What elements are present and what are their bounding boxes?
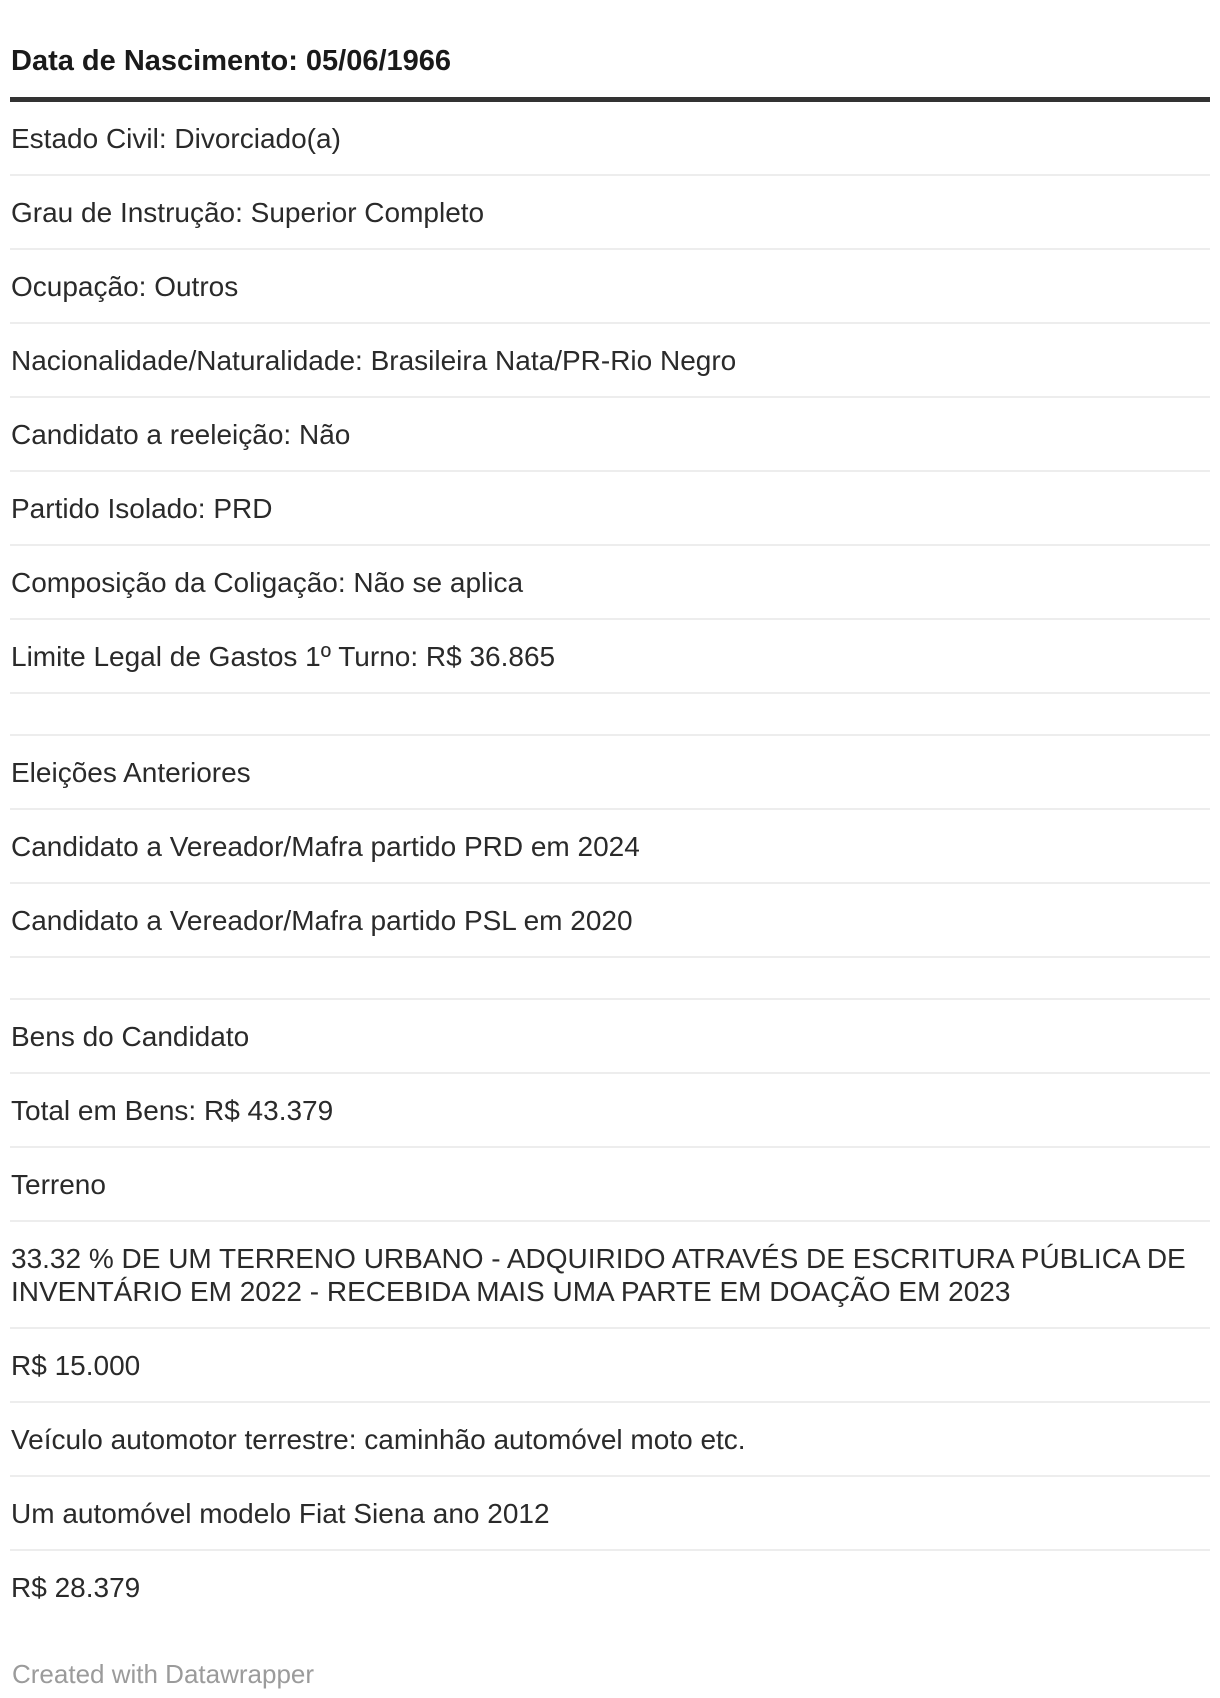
table-row [10, 250, 1210, 324]
table-cell-text: 33.32 % DE UM TERRENO URBANO - ADQUIRIDO ATRAVÉS DE ESCRITURA PÚBLICA DE INVENTÁRIO EM 2022 - RECEBIDA MAIS UMA PARTE EM DOAÇÃO EM 2023 [11, 1243, 1186, 1307]
table-row [10, 1329, 1210, 1403]
table-cell-text: Ocupação: Outros [11, 271, 239, 302]
table-row [10, 1000, 1210, 1074]
table-cell-text: Estado Civil: Divorciado(a) [11, 123, 341, 154]
table-spacer-row [10, 694, 1210, 736]
table-row [10, 176, 1210, 250]
table-row [10, 1477, 1210, 1551]
table-cell-text: Candidato a Vereador/Mafra partido PRD em 2024 [11, 831, 640, 862]
table-row [10, 1551, 1210, 1623]
table-cell-text: R$ 28.379 [11, 1572, 141, 1603]
table-cell-text: Bens do Candidato [11, 1021, 250, 1052]
table-cell-text: Um automóvel modelo Fiat Siena ano 2012 [11, 1498, 550, 1529]
table-row [10, 810, 1210, 884]
table-cell-text: R$ 15.000 [11, 1350, 141, 1381]
table-cell-text: Candidato a reeleição: Não [11, 419, 351, 450]
table-row [10, 324, 1210, 398]
table-cell-text: Terreno [11, 1169, 106, 1200]
table-row [10, 620, 1210, 694]
table-row [10, 736, 1210, 810]
table-row [10, 102, 1210, 176]
table-cell-text: Candidato a Vereador/Mafra partido PSL em 2020 [11, 905, 633, 936]
table-cell-text: Partido Isolado: PRD [11, 493, 273, 524]
table-title: Data de Nascimento: 05/06/1966 [10, 30, 1210, 102]
table-row [10, 1148, 1210, 1222]
table-cell-text: Composição da Coligação: Não se aplica [11, 567, 524, 598]
table-cell-text: Veículo automotor terrestre: caminhão automóvel moto etc. [11, 1424, 746, 1455]
table-row [10, 1222, 1210, 1329]
table-body [10, 102, 1210, 1623]
datawrapper-credit-link[interactable]: Created with Datawrapper [12, 1659, 315, 1689]
table-row [10, 546, 1210, 620]
table-cell-text: Grau de Instrução: Superior Completo [11, 197, 485, 228]
table-row [10, 1403, 1210, 1477]
table-spacer-row [10, 958, 1210, 1000]
table-cell-text: Total em Bens: R$ 43.379 [11, 1095, 334, 1126]
table-cell-text: Nacionalidade/Naturalidade: Brasileira Nata/PR-Rio Negro [11, 345, 737, 376]
table-row [10, 1074, 1210, 1148]
table-row [10, 472, 1210, 546]
table-cell-text: Eleições Anteriores [11, 757, 251, 788]
table-row [10, 398, 1210, 472]
table-cell-text: Limite Legal de Gastos 1º Turno: R$ 36.865 [11, 641, 556, 672]
table-row [10, 884, 1210, 958]
